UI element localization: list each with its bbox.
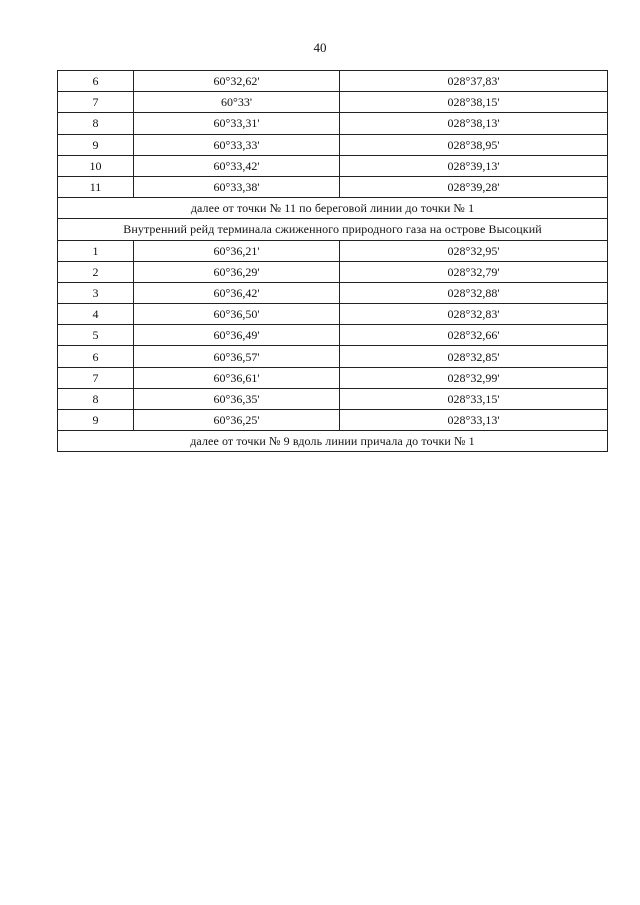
point-number: 1	[58, 240, 134, 261]
latitude: 60°36,49'	[134, 325, 340, 346]
point-number: 7	[58, 367, 134, 388]
latitude: 60°32,62'	[134, 71, 340, 92]
latitude: 60°36,42'	[134, 282, 340, 303]
latitude: 60°36,21'	[134, 240, 340, 261]
point-number: 5	[58, 325, 134, 346]
route-note: далее от точки № 9 вдоль линии причала до точки № 1	[58, 431, 608, 452]
latitude: 60°36,25'	[134, 410, 340, 431]
table-row	[58, 134, 608, 155]
longitude: 028°32,79'	[340, 261, 608, 282]
point-number: 11	[58, 176, 134, 197]
point-number: 8	[58, 113, 134, 134]
longitude: 028°38,13'	[340, 113, 608, 134]
point-number: 2	[58, 261, 134, 282]
longitude: 028°38,95'	[340, 134, 608, 155]
longitude: 028°32,85'	[340, 346, 608, 367]
point-number: 6	[58, 346, 134, 367]
point-number: 10	[58, 155, 134, 176]
longitude: 028°39,28'	[340, 176, 608, 197]
section-header: Внутренний рейд терминала сжиженного природного газа на острове Высоцкий	[58, 219, 608, 240]
longitude: 028°33,13'	[340, 410, 608, 431]
table-row	[58, 155, 608, 176]
page-number: 40	[313, 40, 327, 55]
table-row	[58, 304, 608, 325]
table-row	[58, 92, 608, 113]
latitude: 60°36,35'	[134, 388, 340, 409]
longitude: 028°32,83'	[340, 304, 608, 325]
table-row	[58, 261, 608, 282]
longitude: 028°32,99'	[340, 367, 608, 388]
latitude: 60°33'	[134, 92, 340, 113]
table-row	[58, 282, 608, 303]
table-row-note	[58, 431, 608, 452]
latitude: 60°33,33'	[134, 134, 340, 155]
table-row	[58, 388, 608, 409]
point-number: 8	[58, 388, 134, 409]
latitude: 60°33,31'	[134, 113, 340, 134]
longitude: 028°39,13'	[340, 155, 608, 176]
table-row	[58, 71, 608, 92]
longitude: 028°32,66'	[340, 325, 608, 346]
latitude: 60°36,61'	[134, 367, 340, 388]
point-number: 4	[58, 304, 134, 325]
latitude: 60°36,50'	[134, 304, 340, 325]
latitude: 60°33,42'	[134, 155, 340, 176]
table-row	[58, 325, 608, 346]
point-number: 9	[58, 410, 134, 431]
table-row	[58, 367, 608, 388]
latitude: 60°33,38'	[134, 176, 340, 197]
point-number: 6	[58, 71, 134, 92]
longitude: 028°33,15'	[340, 388, 608, 409]
table-row-section-header	[58, 219, 608, 240]
longitude: 028°38,15'	[340, 92, 608, 113]
latitude: 60°36,57'	[134, 346, 340, 367]
longitude: 028°32,88'	[340, 282, 608, 303]
table-row-note	[58, 198, 608, 219]
route-note: далее от точки № 11 по береговой линии до точки № 1	[58, 198, 608, 219]
table-row	[58, 113, 608, 134]
table-row	[58, 410, 608, 431]
longitude: 028°37,83'	[340, 71, 608, 92]
point-number: 9	[58, 134, 134, 155]
table-row	[58, 346, 608, 367]
table-row	[58, 240, 608, 261]
longitude: 028°32,95'	[340, 240, 608, 261]
latitude: 60°36,29'	[134, 261, 340, 282]
coordinates-table	[57, 70, 608, 452]
point-number: 7	[58, 92, 134, 113]
point-number: 3	[58, 282, 134, 303]
table-row	[58, 176, 608, 197]
